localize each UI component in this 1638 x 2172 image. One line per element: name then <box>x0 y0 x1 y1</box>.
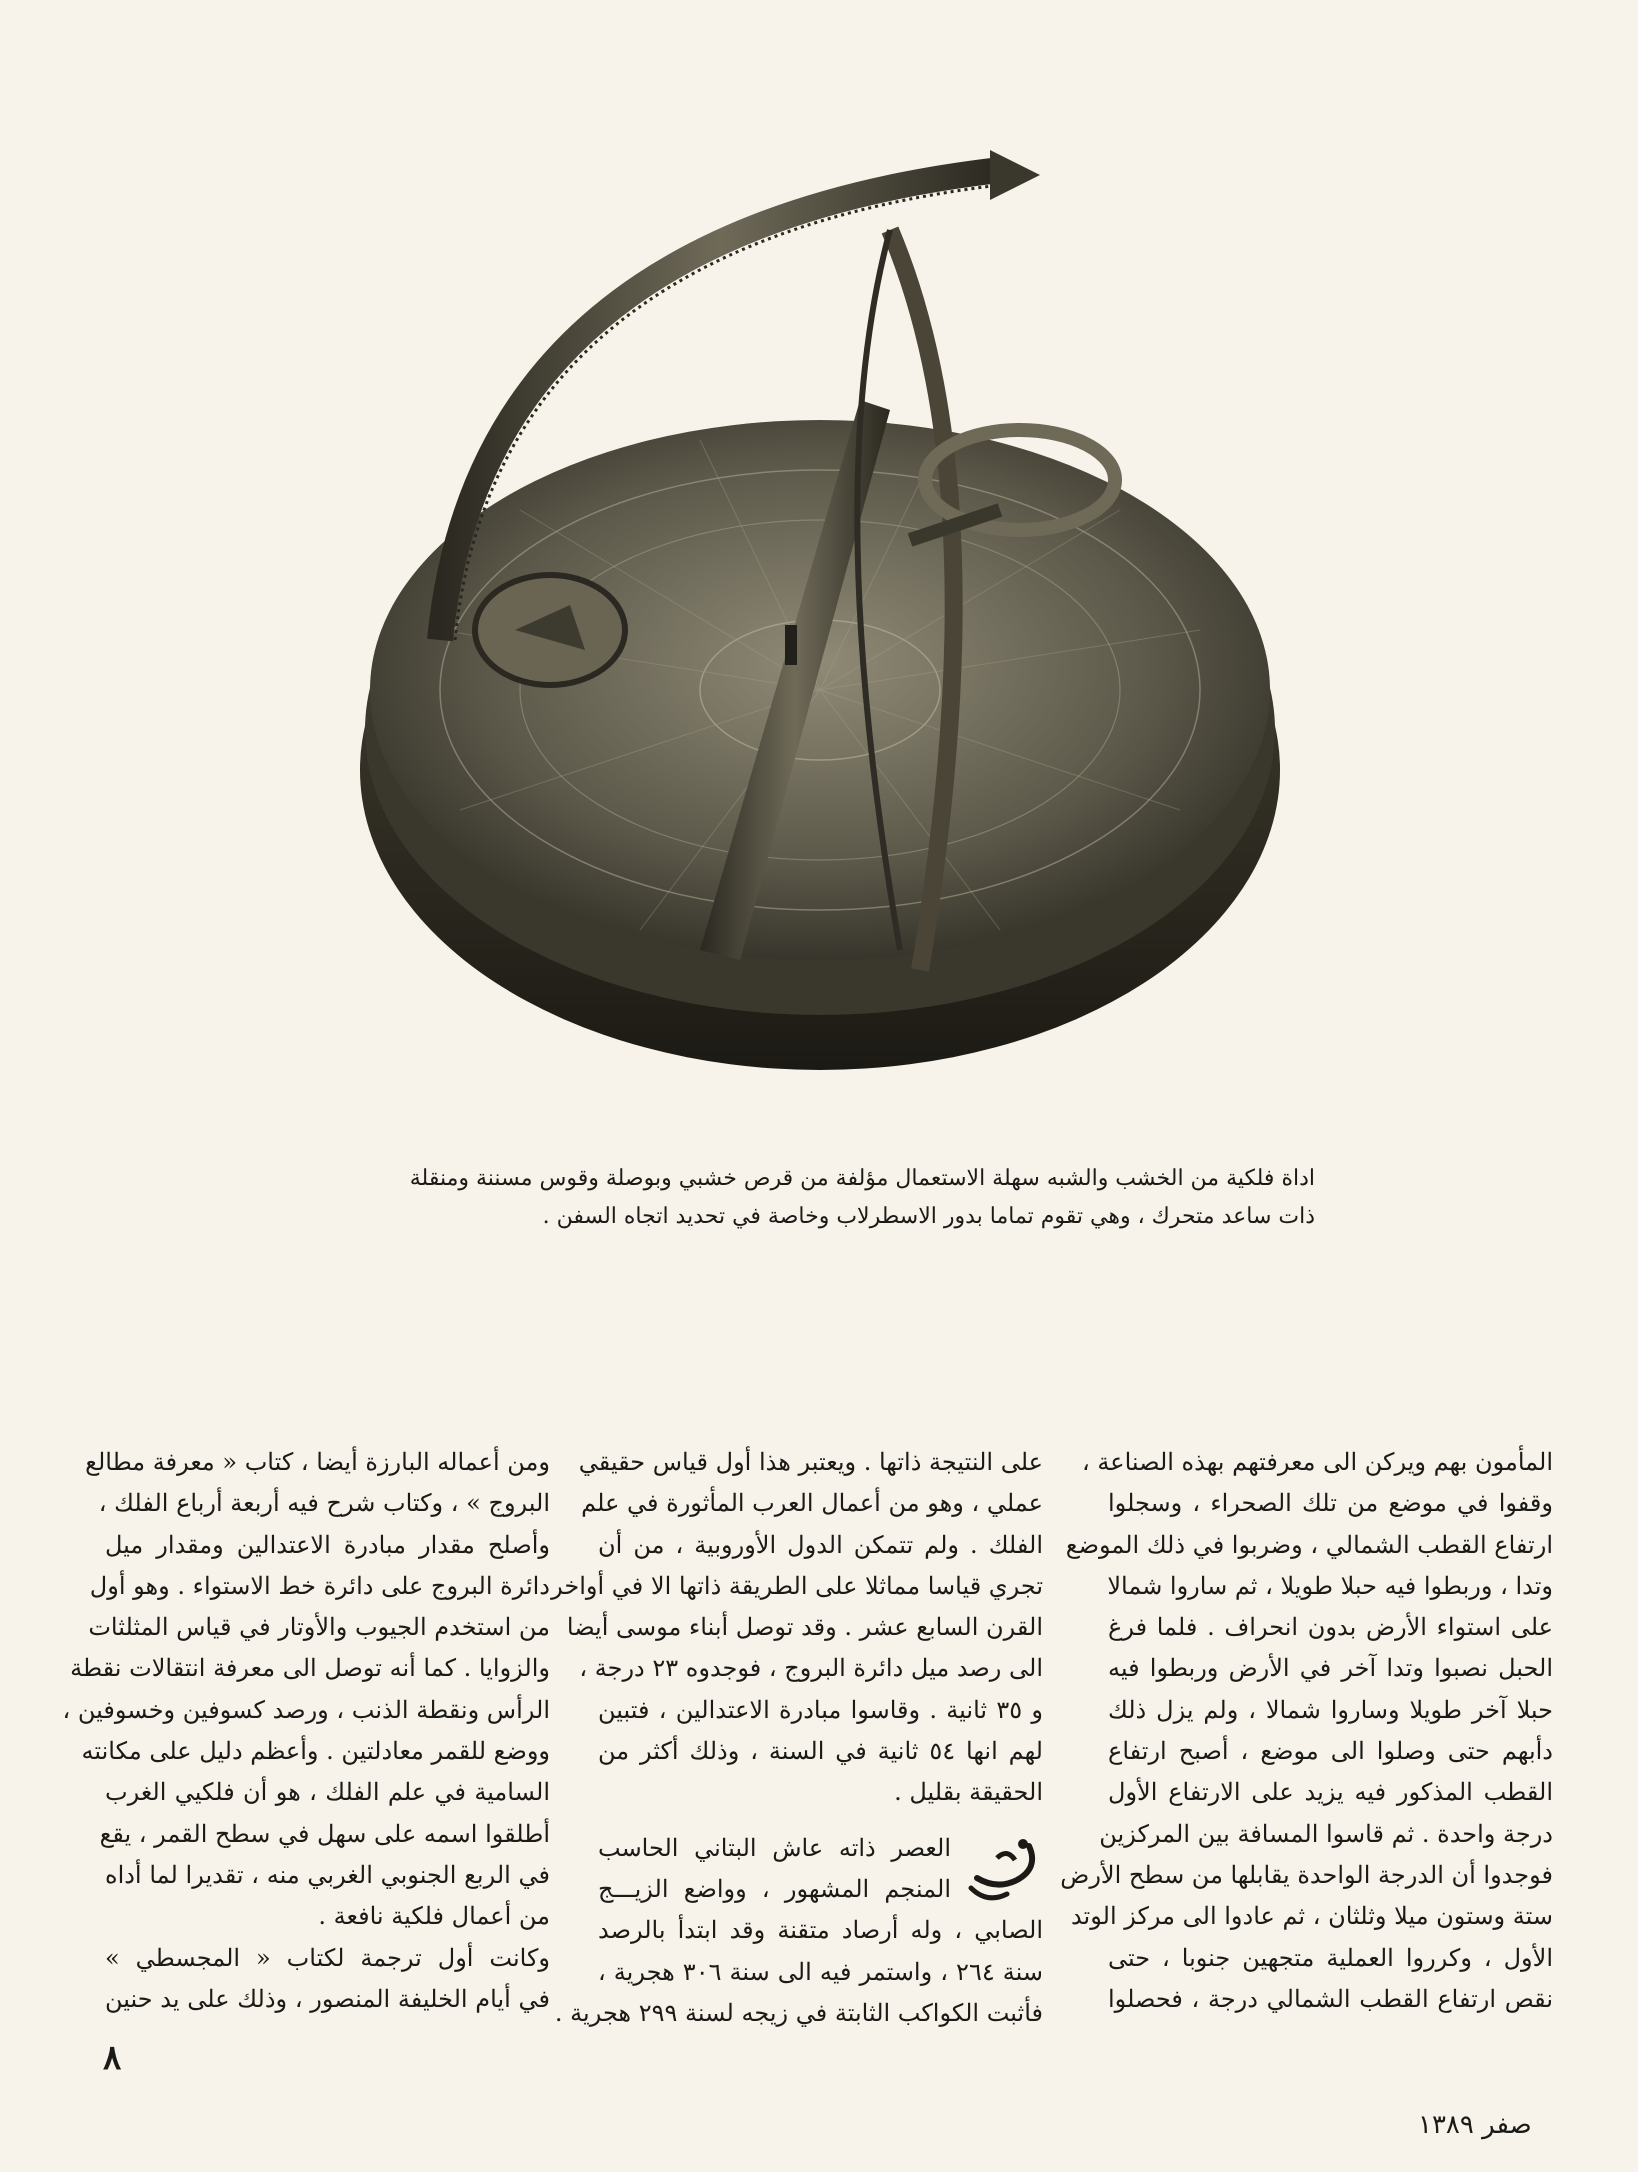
text-line: فأثبت الكواكب الثابتة في زيجه لسنة ٢٩٩ هجرية . <box>554 1998 1043 2027</box>
text-line: درجة واحدة . ثم قاسوا المسافة بين المركزين <box>1099 1819 1553 1848</box>
text-line: ستة وستون ميلا وثلثان ، ثم عادوا الى مركز الوتد <box>1070 1902 1553 1931</box>
text-column-left <box>62 1442 550 2020</box>
text-line: الصابي ، وله أرصاد متقنة وقد ابتدأ بالرصد <box>598 1916 1043 1945</box>
text-line: دائرة البروج على دائرة خط الاستواء . وهو أول <box>89 1571 550 1600</box>
text-line: على استواء الأرض بدون انحراف . فلما فرغ <box>1108 1613 1553 1642</box>
caption-line: ذات ساعد متحرك ، وهي تقوم تماما بدور الاسطرلاب وخاصة في تحديد اتجاه السفن . <box>542 1204 1315 1229</box>
text-line: نقص ارتفاع القطب الشمالي درجة ، فحصلوا <box>1108 1984 1553 2013</box>
text-line: تجري قياسا مماثلا على الطريقة ذاتها الا في أواخر <box>551 1571 1043 1600</box>
text-line: على النتيجة ذاتها . ويعتبر هذا أول قياس حقيقي <box>578 1448 1043 1476</box>
text-line: حبلا آخر طويلا وساروا شمالا ، ولم يزل ذلك <box>1108 1695 1553 1724</box>
text-line: القرن السابع عشر . وقد توصل أبناء موسى أيضا <box>566 1613 1043 1642</box>
text-line: ومن أعماله البارزة أيضا ، كتاب « معرفة مطالع <box>85 1448 550 1476</box>
text-line: والزوايا . كما أنه توصل الى معرفة انتقالات نقطة <box>70 1654 550 1683</box>
figure-caption <box>330 1160 1315 1236</box>
text-line: وكانت أول ترجمة لكتاب « المجسطي » <box>105 1943 550 1972</box>
text-line: ووضع للقمر معادلتين . وأعظم دليل على مكانته <box>81 1737 550 1766</box>
text-line: السامية في علم الفلك ، هو أن فلكيي الغرب <box>105 1778 550 1807</box>
text-line: الأول ، وكرروا العملية متجهين جنوبا ، حتى <box>1108 1943 1553 1972</box>
text-line: ارتفاع القطب الشمالي ، وضربوا في ذلك الموضع <box>1065 1530 1553 1559</box>
page-number: ٨ <box>103 2038 122 2078</box>
text-line: في الربع الجنوبي الغربي منه ، تقديرا لما أداه <box>105 1860 550 1889</box>
text-line: البروج » ، وكتاب شرح فيه أربعة أرباع الفلك ، <box>98 1489 550 1518</box>
text-line: و ٣٥ ثانية . وقاسوا مبادرة الاعتدالين ، فتبين <box>598 1695 1044 1724</box>
text-line: المنجم المشهور ، وواضع الزيـــج <box>598 1874 951 1903</box>
text-line: الرأس ونقطة الذنب ، ورصد كسوفين وخسوفين ، <box>62 1695 550 1724</box>
text-line: سنة ٢٦٤ ، واستمر فيه الى سنة ٣٠٦ هجرية ، <box>598 1957 1043 1986</box>
text-line: من أعمال فلكية نافعة . <box>318 1902 550 1931</box>
text-column-middle <box>551 1442 1044 2034</box>
text-line: لهم انها ٥٤ ثانية في السنة ، وذلك أكثر من <box>598 1737 1043 1766</box>
text-line: وقفوا في موضع من تلك الصحراء ، وسجلوا <box>1108 1489 1553 1518</box>
text-line: القطب المذكور فيه يزيد على الارتفاع الأول <box>1108 1778 1553 1807</box>
text-line: الحبل نصبوا وتدا آخر في الأرض وربطوا فيه <box>1108 1654 1553 1683</box>
text-line: عملي ، وهو من أعمال العرب المأثورة في علم <box>581 1489 1043 1518</box>
text-line: من استخدم الجيوب والأوتار في قياس المثلثات <box>88 1613 550 1642</box>
text-line: الى رصد ميل دائرة البروج ، فوجدوه ٢٣ درجة ، <box>579 1654 1043 1683</box>
astrolabe-instrument-photo-icon <box>300 70 1340 1100</box>
text-line: أطلقوا اسمه على سهل في سطح القمر ، يقع <box>99 1819 550 1848</box>
decorative-initial-icon <box>957 1828 1043 1908</box>
text-line: في أيام الخليفة المنصور ، وذلك على يد حنين <box>105 1984 550 2013</box>
text-column-right <box>1060 1442 1553 2020</box>
text-line: الفلك . ولم تتمكن الدول الأوروبية ، من أن <box>598 1530 1043 1559</box>
text-line: الحقيقة بقليل . <box>894 1778 1043 1807</box>
issue-date: صفر ١٣٨٩ <box>1418 2110 1532 2140</box>
text-line: المأمون بهم ويركن الى معرفتهم بهذه الصناعة ، <box>1082 1448 1553 1476</box>
caption-line: اداة فلكية من الخشب والشبه سهلة الاستعمال مؤلفة من قرص خشبي وبوصلة وقوس مسننة ومنقلة <box>409 1166 1315 1191</box>
text-line: العصر ذاته عاش البتاني الحاسب <box>598 1833 951 1862</box>
text-line: وتدا ، وربطوا فيه حبلا طويلا ، ثم ساروا شمالا <box>1107 1571 1553 1600</box>
instrument-photo <box>300 70 1340 1100</box>
text-line: دأبهم حتى وصلوا الى موضع ، أصبح ارتفاع <box>1108 1737 1553 1766</box>
paragraph-gap <box>598 1814 1043 1828</box>
text-line: وأصلح مقدار مبادرة الاعتدالين ومقدار ميل <box>105 1530 550 1559</box>
text-line: فوجدوا أن الدرجة الواحدة يقابلها من سطح الأرض <box>1060 1860 1553 1889</box>
